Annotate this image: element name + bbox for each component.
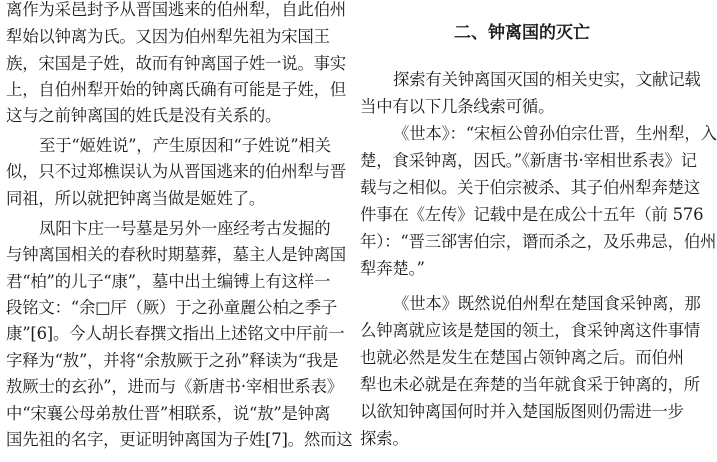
text-line: 以欲知钟离国何时并入楚国版图则仍需进一步	[360, 402, 684, 421]
text-line: 同祖，所以就把钟离当做是姬姓了。	[6, 189, 266, 208]
text-line: 探索有关钟离国灭国的相关史实，文献记载	[393, 70, 701, 89]
text-line: 楚，食采钟离，因氏。”《新唐书·宰相世系表》记	[360, 151, 697, 170]
text-line: 上，自伯州犁开始的钟离氏确有可能是子姓，但	[6, 80, 347, 99]
text-line: 么钟离就应该是楚国的领土，食采钟离这件事情	[360, 321, 701, 340]
text-line: 至于“姬姓说”，产生原因和“子姓说”相关	[39, 136, 331, 155]
text-line: 国先祖的名字，更证明钟离国为子姓[7]。然而这	[6, 430, 353, 449]
text-line: 犁始以钟离为氏。又因为伯州犁先祖为宋国王	[6, 27, 330, 46]
text-line: 这与之前钟离国的姓氏是没有关系的。	[6, 106, 282, 125]
text-line: 犁也未必就是在奔楚的当年就食采于钟离的，所	[360, 375, 701, 394]
text-line: 犁奔楚。”	[360, 259, 425, 278]
text-line: 件事在《左传》记载中是在成公十五年（前 576	[360, 205, 704, 224]
text-line: 载与之相似。关于伯宗被杀、其子伯州犁奔楚这	[360, 178, 701, 197]
text-line: 《世本》既然说伯州犁在楚国食采钟离，那	[393, 294, 701, 313]
text-line: 敖厥士的玄孙”，进而与《新唐书·宰相世系表》	[6, 377, 344, 396]
text-line: 年）：“晋三郤害伯宗，谮而杀之，及乐弗忌，伯州	[360, 232, 717, 251]
text-line: 《世本》：“宋桓公曾孙伯宗仕晋，生州犁，入	[393, 124, 717, 143]
text-line: 凤阳卞庄一号墓是另外一座经考古发掘的	[39, 219, 331, 238]
text-line: 与钟离国相关的春秋时期墓葬，墓主人是钟离国	[6, 245, 347, 264]
text-line: 当中有以下几条线索可循。	[360, 97, 555, 116]
text-line: 君“柏”的儿子“康”，墓中出土编镈上有这样一	[6, 272, 331, 291]
text-line: 族，宋国是子姓，故而有钟离国子姓一说。事实	[6, 54, 347, 73]
text-line: 探索。	[360, 429, 409, 448]
section-heading: 二、钟离国的灭亡	[454, 23, 590, 43]
text-line: 康”[6]。今人胡长春撰文指出上述铭文中厈前一	[6, 324, 345, 343]
text-line: 中“宋襄公母弟敖仕晋”相联系，说“敖”是钟离	[6, 404, 331, 423]
text-line: 也就必然是发生在楚国占领钟离之后。而伯州	[360, 348, 684, 367]
text-line: 字释为“敖”，并将“余敖厥于之孙”释读为“我是	[6, 351, 339, 370]
text-line: 似，只不过郑樵误认为从晋国逃来的伯州犁与晋	[6, 162, 347, 181]
text-line: 离作为采邑封予从晋国逃来的伯州犁，自此伯州	[6, 0, 347, 19]
text-line: 段铭文：“余□厈（厥）于之孙童麗公柏之季子	[6, 298, 338, 317]
